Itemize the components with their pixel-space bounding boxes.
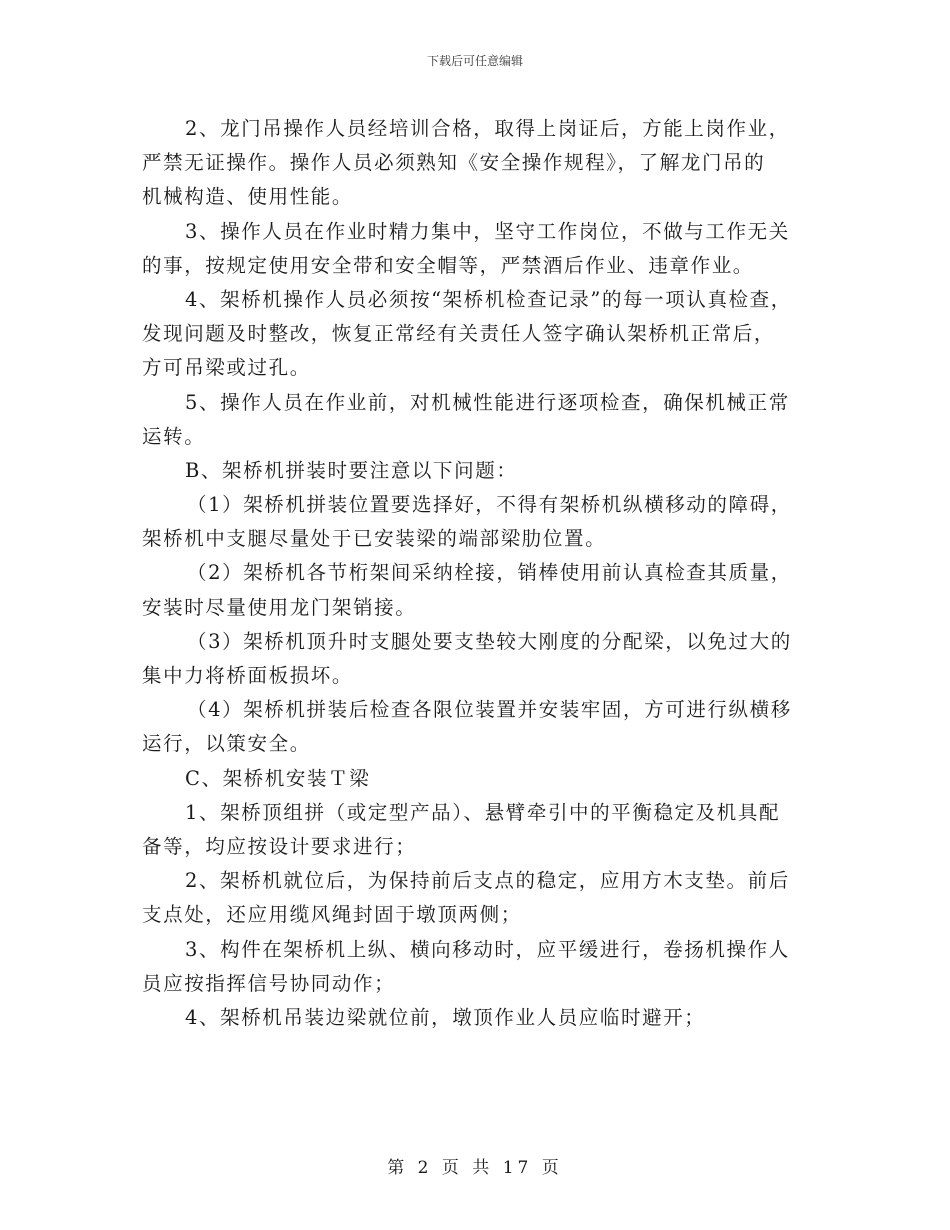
paragraph-line: 安装时尽量使用龙门架销接。 <box>142 595 417 619</box>
paragraph-line: （1）架桥机拼装位置要选择好，不得有架桥机纵横移动的障碍， <box>187 493 792 517</box>
paragraph-line: （2）架桥机各节桁架间采纳栓接，销棒使用前认真检查其质量， <box>187 561 792 585</box>
paragraph-line: （4）架桥机拼装后检查各限位装置并安装牢固，方可进行纵横移 <box>187 698 792 722</box>
paragraph-line: 集中力将桥面板损坏。 <box>142 664 354 687</box>
paragraph-line: 严禁无证操作。操作人员必须熟知《安全操作规程》，了解龙门吊的 <box>142 151 766 175</box>
paragraph-line: 2、架桥机就位后，为保持前后支点的稳定，应用方木支垫。前后 <box>185 869 790 893</box>
header-note: 下载后可任意编辑 <box>426 54 523 68</box>
paragraph-line: 1、架桥顶组拼（或定型产品）、悬臂牵引中的平衡稳定及机具配 <box>185 800 781 824</box>
document-body <box>142 112 812 1035</box>
paragraph-line: 2、龙门吊操作人员经培训合格，取得上岗证后，方能上岗作业， <box>185 117 790 140</box>
paragraph-line: 支点处，还应用缆风绳封固于墩顶两侧； <box>142 903 522 927</box>
paragraph-line: 3、构件在架桥机上纵、横向移动时，应平缓进行，卷扬机操作人 <box>185 937 790 961</box>
section-heading: B、架桥机拼装时要注意以下问题： <box>185 458 518 482</box>
paragraph-line: 5、操作人员在作业前，对机械性能进行逐项检查，确保机械正常 <box>185 390 790 414</box>
paragraph-line: 运转。 <box>142 424 206 448</box>
paragraph-line: 架桥机中支腿尽量处于已安装梁的端部梁肋位置。 <box>142 527 607 551</box>
paragraph-line: 4、架桥机吊装边梁就位前，墩顶作业人员应临时避开； <box>185 1005 706 1029</box>
paragraph-line: 员应按指挥信号协同动作； <box>142 971 396 995</box>
paragraph-line: 的事，按规定使用安全带和安全帽等，严禁酒后作业、违章作业。 <box>142 253 754 277</box>
paragraph-line: 3、操作人员在作业时精力集中，坚守工作岗位，不做与工作无关 <box>185 219 790 243</box>
section-heading: C、架桥机安装Ｔ梁 <box>185 766 371 790</box>
paragraph-line: 方可吊梁或过孔。 <box>142 356 311 380</box>
paragraph-line: 发现问题及时整改，恢复正常经有关责任人签字确认架桥机正常后， <box>142 322 776 346</box>
paragraph-line: 运行，以策安全。 <box>142 732 311 756</box>
paragraph-line: （3）架桥机顶升时支腿处要支垫较大刚度的分配梁，以免过大的 <box>187 629 792 653</box>
page-number: 第 2 页 共 17 页 <box>387 1158 563 1178</box>
paragraph-line: 备等，均应按设计要求进行； <box>142 834 417 858</box>
paragraph-line: 4、架桥机操作人员必须按“架桥机检查记录”的每一项认真检查， <box>185 287 792 311</box>
paragraph-line: 机械构造、使用性能。 <box>142 185 354 209</box>
